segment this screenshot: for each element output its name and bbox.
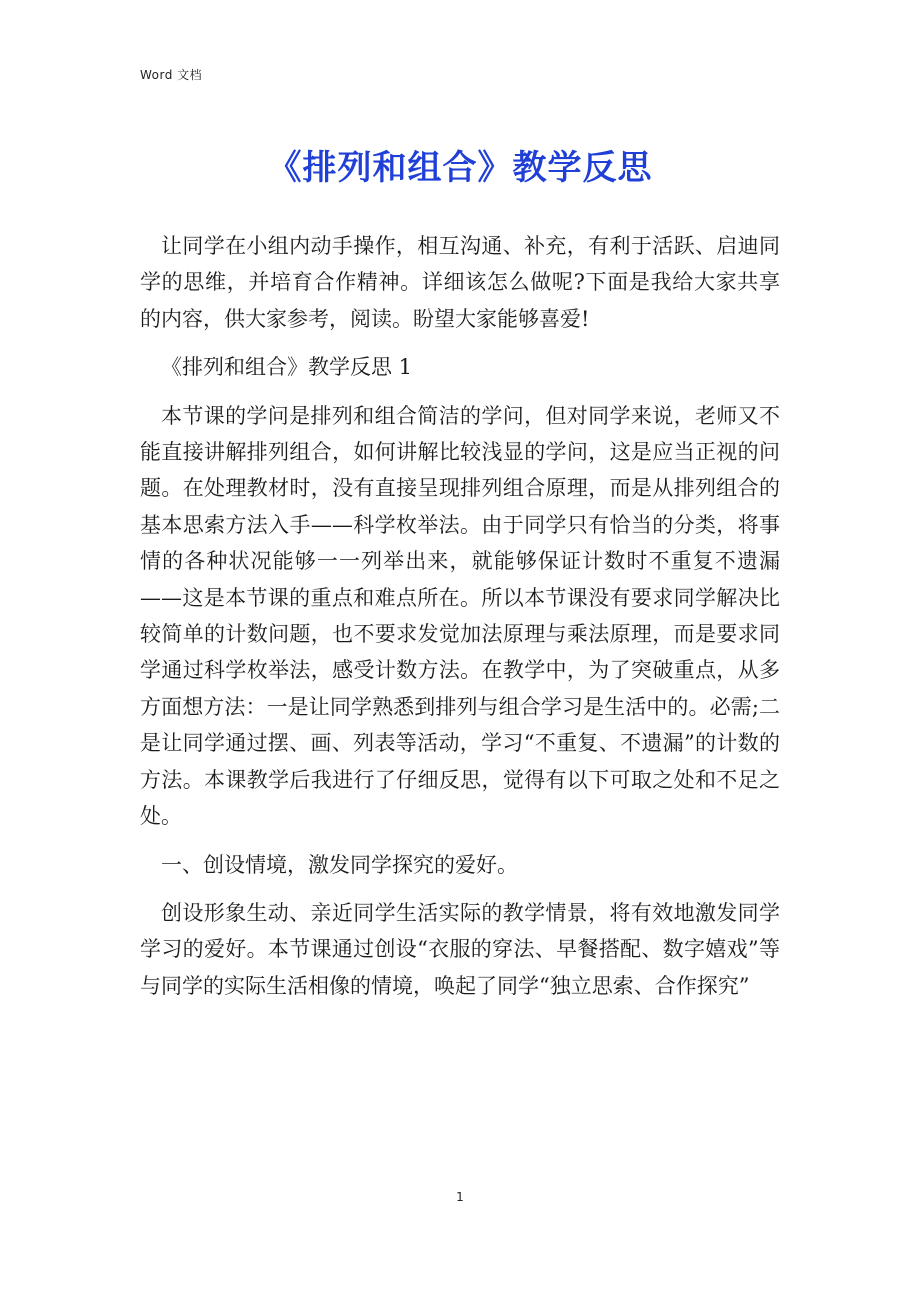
document-body xyxy=(140,228,780,1016)
subsection-heading: 一、创设情境，激发同学探究的爱好。 xyxy=(161,852,518,877)
paragraph-intro: 让同学在小组内动手操作，相互沟通、补充，有利于活跃、启迪同学的思维，并培育合作精神。详细该怎么做呢?下面是我给大家共享的内容，供大家参考，阅读。盼望大家能够喜爱! xyxy=(140,234,780,331)
paragraph-body: 本节课的学问是排列和组合简洁的学问，但对同学来说，老师又不能直接讲解排列组合，如何讲解比较浅显的学问，这是应当正视的问题。在处理教材时，没有直接呈现排列组合原理，而是从排列组合的基本思索方法入手——科学枚举法。由于同学只有恰当的分类，将事情的各种状况能够一一列举出来，就能够保证计数时不重复不遗漏——这是本节课的重点和难点所在。所以本节课没有要求同学解决比较简单的计数问题，也不要求发觉加法原理与乘法原理，而是要求同学通过科学枚举法，感受计数方法。在教学中，为了突破重点，从多方面想方法：一是让同学熟悉到排列与组合学习是生活中的。必需;二是让同学通过摆、画、列表等活动，学习“不重复、不遗漏”的计数的方法。本课教学后我进行了仔细反思，觉得有以下可取之处和不足之处。 xyxy=(140,403,780,829)
header-label: Word 文档 xyxy=(140,68,203,82)
page-number: 1 xyxy=(456,1190,464,1204)
paragraph-body: 创设形象生动、亲近同学生活实际的教学情景，将有效地激发同学学习的爱好。本节课通过创设“衣服的穿法、早餐搭配、数字嬉戏”等与同学的实际生活相像的情境，唤起了同学“独立思索、合作探究” xyxy=(140,900,780,998)
section-heading: 《排列和组合》教学反思 1 xyxy=(161,355,413,380)
document-title: 《排列和组合》教学反思 xyxy=(267,148,653,188)
